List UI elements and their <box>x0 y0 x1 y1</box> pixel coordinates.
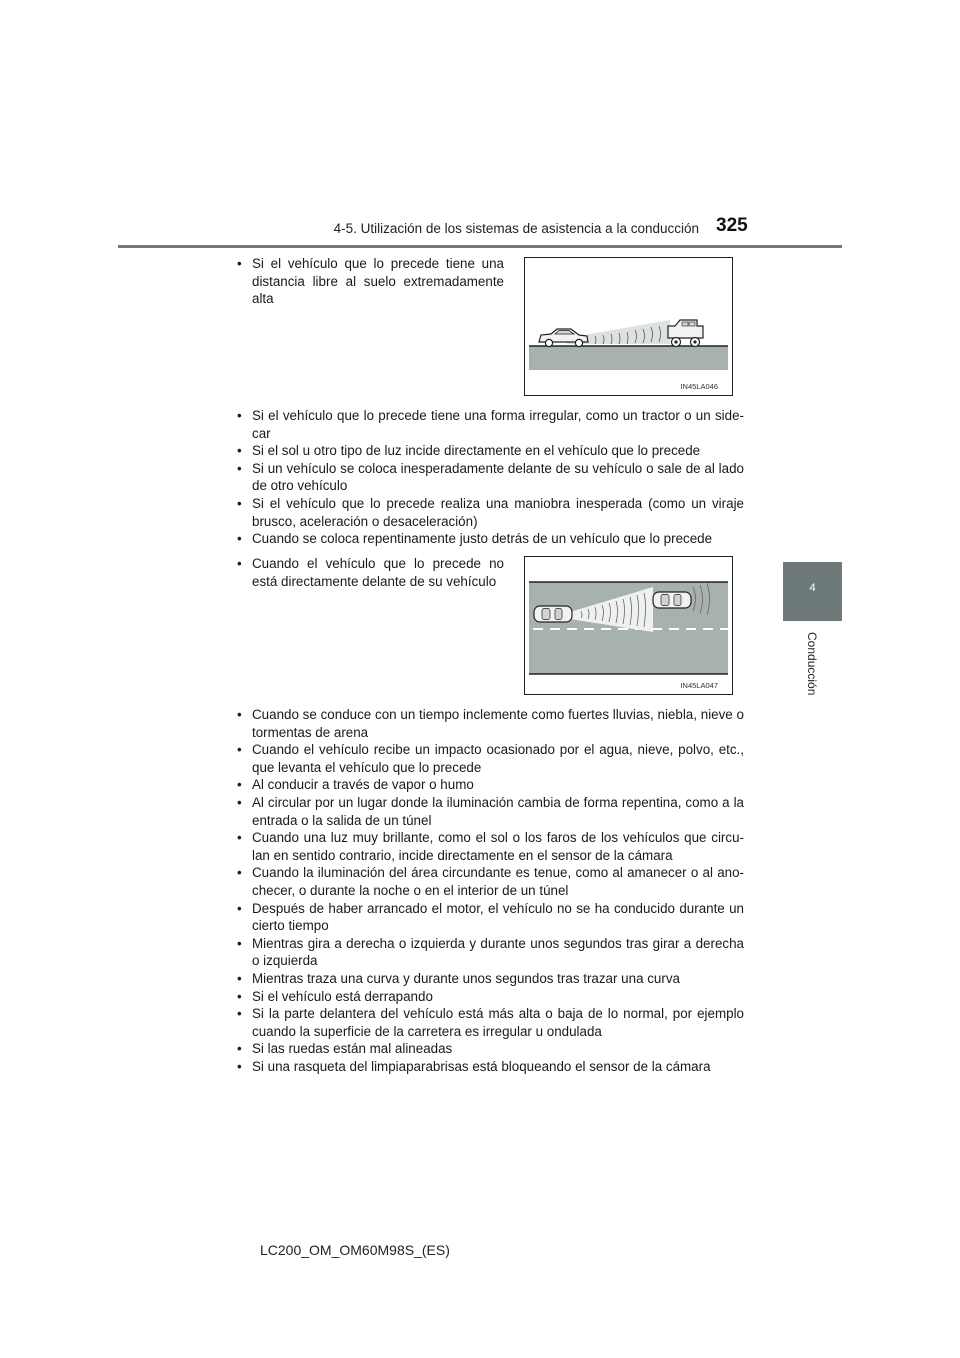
bullet-list-4 <box>237 706 744 1075</box>
list-item: • Cuando la iluminación del área circundante es tenue, como al amanecer o al ano-checer, o durante la noche o en el interior de un túnel <box>237 864 744 899</box>
list-item: • Cuando se coloca repentinamente justo detrás de un vehículo que lo precede <box>237 530 744 548</box>
manual-code: LC200_OM_OM60M98S_(ES) <box>260 1242 450 1258</box>
chapter-label: Conducción <box>805 632 819 696</box>
list-item: • Mientras traza una curva y durante unos segundos tras trazar una curva <box>237 970 744 988</box>
list-item: • Si el vehículo que lo precede realiza una maniobra inesperada (como un viraje brusco, aceleración o desaceleración) <box>237 495 744 530</box>
bullet-list-1 <box>237 255 504 308</box>
figure-code: IN45LA047 <box>680 681 718 690</box>
page-number: 325 <box>716 215 748 236</box>
list-item: • Si una rasqueta del limpiaparabrisas está bloqueando el sensor de la cámara <box>237 1058 744 1076</box>
list-item: • Al conducir a través de vapor o humo <box>237 776 744 794</box>
own-car-icon <box>534 606 572 622</box>
list-item: • Si las ruedas están mal alineadas <box>237 1040 744 1058</box>
list-item: • Cuando el vehículo que lo precede no está directamente delante de su vehículo <box>237 555 504 590</box>
preceding-car-icon <box>653 592 691 608</box>
high-clearance-illustration <box>525 258 732 395</box>
chapter-tab <box>783 562 842 621</box>
list-item: • Si un vehículo se coloca inesperadamente delante de su vehículo o sale de al lado de otro vehículo <box>237 460 744 495</box>
chapter-number: 4 <box>809 582 816 594</box>
list-item: • Si el vehículo está derrapando <box>237 988 744 1006</box>
section-title: 4-5. Utilización de los sistemas de asistencia a la conducción <box>333 221 699 236</box>
list-item: • Mientras gira a derecha o izquierda y durante unos segundos tras girar a derecha o izquierda <box>237 935 744 970</box>
own-car-icon <box>539 329 588 347</box>
figure-high-clearance-vehicle <box>524 257 733 396</box>
bullet-list-3 <box>237 555 504 590</box>
list-item: • Cuando el vehículo recibe un impacto ocasionado por el agua, nieve, polvo, etc., que levanta el vehículo que lo precede <box>237 741 744 776</box>
bullet-list-2 <box>237 407 744 548</box>
list-item: • Después de haber arrancado el motor, el vehículo no se ha conducido durante un cierto tiempo <box>237 900 744 935</box>
figure-offset-vehicle <box>524 556 733 695</box>
list-item: • Al circular por un lugar donde la iluminación cambia de forma repentina, como a la entrada o la salida de un túnel <box>237 794 744 829</box>
high-clearance-vehicle-icon <box>668 320 703 347</box>
list-item: • Cuando una luz muy brillante, como el sol o los faros de los vehículos que circu-lan en sentido contrario, incide directamente en el sensor de la cámara <box>237 829 744 864</box>
header-divider <box>118 245 842 248</box>
list-item: • Si el vehículo que lo precede tiene una forma irregular, como un tractor o un side-car <box>237 407 744 442</box>
list-item: • Si el sol u otro tipo de luz incide directamente en el vehículo que lo precede <box>237 442 744 460</box>
offset-vehicle-illustration <box>525 557 732 694</box>
figure-code: IN45LA046 <box>680 382 718 391</box>
list-item: • Cuando se conduce con un tiempo inclemente como fuertes lluvias, niebla, nieve o tormentas de arena <box>237 706 744 741</box>
list-item: • Si la parte delantera del vehículo está más alta o baja de lo normal, por ejemplo cuando la superficie de la carretera es irregular u ondulada <box>237 1005 744 1040</box>
list-item: • Si el vehículo que lo precede tiene una distancia libre al suelo extremadamente alta <box>237 255 504 308</box>
